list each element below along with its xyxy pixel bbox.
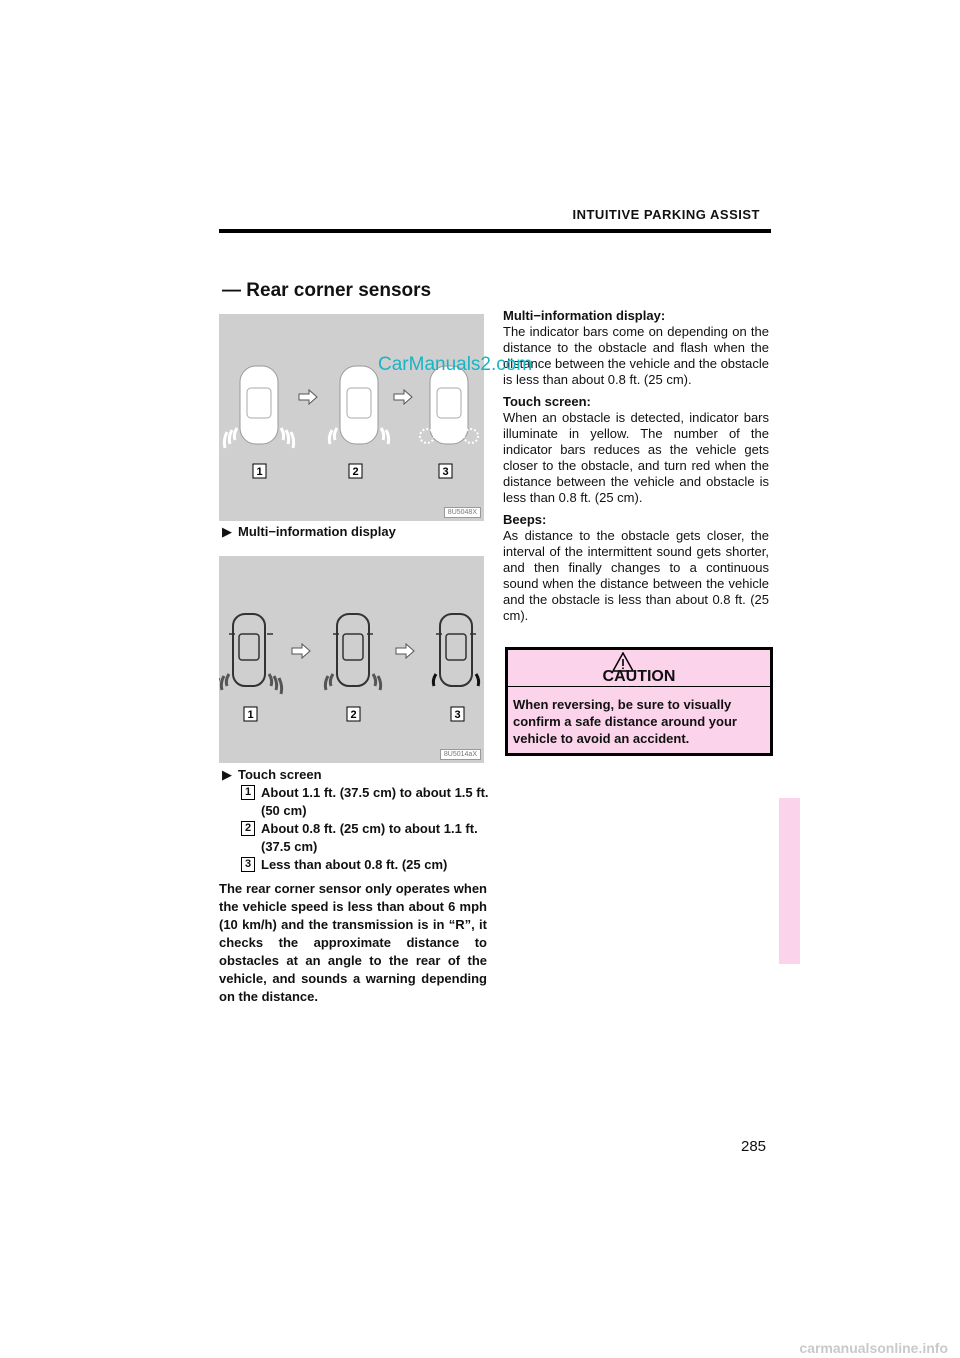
list-item: 2 About 0.8 ft. (25 cm) to about 1.1 ft. (37.5 cm) <box>241 820 501 856</box>
list-number-box: 3 <box>241 857 255 872</box>
figure-code: 8U5014aX <box>440 749 481 760</box>
figure-multi-information-display <box>219 314 484 521</box>
paragraph-touch-screen: Touch screen: When an obstacle is detected, indicator bars illuminate in yellow. The number of the indicator bars reduces as the vehicle gets closer to the obstacle, and turn red when the distance between the vehicle and obstacle is less than 0.8 ft. (25 cm). <box>503 394 769 505</box>
running-header: INTUITIVE PARKING ASSIST <box>572 207 760 222</box>
figure-number-2: 2 <box>350 709 357 721</box>
caption-arrow-icon: ▶ <box>222 767 232 782</box>
page-number: 285 <box>741 1138 767 1155</box>
caption-touch-screen: ▶ Touch screen <box>222 767 322 782</box>
caption-arrow-icon: ▶ <box>222 524 232 539</box>
caution-heading <box>508 660 770 685</box>
distance-list <box>241 784 501 874</box>
paragraph-multi-information: Multi−information display: The indicator bars come on depending on the distance to the obstacle and flash when the distance between the vehicle and the obstacle is less than about 0.8 ft. (25 cm). <box>503 308 769 387</box>
watermark-bottom: carmanualsonline.info <box>799 1340 948 1356</box>
watermark-top: CarManuals2.com <box>378 354 533 375</box>
list-number-box: 1 <box>241 785 255 800</box>
touch-screen-diagram <box>219 556 484 763</box>
figure-touch-screen <box>219 556 484 763</box>
caution-divider <box>508 686 770 687</box>
figure-number-2: 2 <box>352 466 359 478</box>
caution-box <box>505 647 773 756</box>
caution-title: CAUTION <box>602 668 676 685</box>
operation-description: The rear corner sensor only operates when the vehicle speed is less than about 6 mph (10 km/h) and the transmission is in “R”, it checks the approximate distance to obstacles at an angle to the rear of the vehicle, and sounds a warning depending on the distance. <box>219 881 487 1004</box>
figure-number-1: 1 <box>256 466 263 478</box>
figure-code: 8U5048X <box>444 507 481 518</box>
right-column <box>503 308 769 630</box>
caption-multi-information: ▶ Multi−information display <box>222 524 396 539</box>
figure-number-1: 1 <box>247 709 254 721</box>
caution-text: When reversing, be sure to visually confirm a safe distance around your vehicle to avoid an accident. <box>513 697 737 746</box>
paragraph-label: Multi−information display: <box>503 308 666 323</box>
paragraph-label: Beeps: <box>503 512 547 527</box>
chapter-tab <box>779 798 800 964</box>
list-number-box: 2 <box>241 821 255 836</box>
section-title: — Rear corner sensors <box>222 280 432 301</box>
list-item: 1 About 1.1 ft. (37.5 cm) to about 1.5 ft. (50 cm) <box>241 784 501 820</box>
multi-information-diagram <box>219 314 484 521</box>
list-item: 3 Less than about 0.8 ft. (25 cm) <box>241 856 501 874</box>
figure-number-3: 3 <box>454 709 461 721</box>
header-rule <box>219 229 771 233</box>
paragraph-beeps: Beeps: As distance to the obstacle gets closer, the interval of the intermittent sound gets shorter, and then finally changes to a continuous sound when the distance between the vehicle and the obstacle is less than about 0.8 ft. (25 cm). <box>503 512 769 623</box>
figure-number-3: 3 <box>442 466 449 478</box>
paragraph-label: Touch screen: <box>503 394 591 409</box>
